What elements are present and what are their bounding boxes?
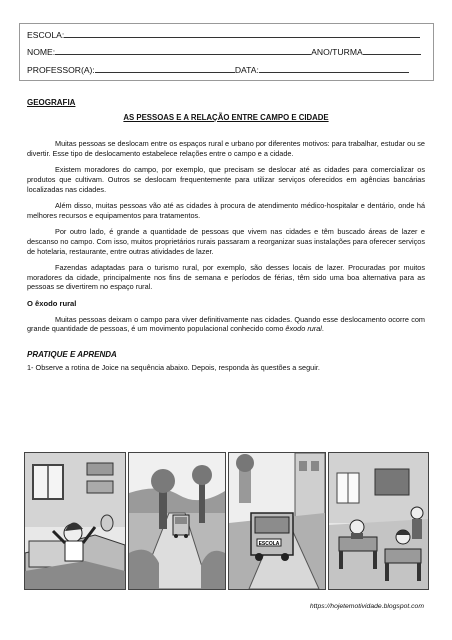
header-box <box>19 23 434 81</box>
nome-line <box>27 46 421 57</box>
escola-line <box>27 29 420 40</box>
classroom-illustration <box>328 452 429 590</box>
paragraph-4: Por outro lado, é grande a quantidade de pessoas que vivem nas cidades e têm buscado áreas de lazer e descanso no campo. Com isso, muitos proprietários rurais passaram a reorganizar suas instalações para oferecer serviços de hotelaria, restaurante, entre outras atividades de lazer. <box>27 227 425 256</box>
escola-field[interactable] <box>64 29 420 38</box>
escola-label: ESCOLA: <box>27 30 65 40</box>
practice-title: PRATIQUE E APRENDA <box>27 349 117 359</box>
paragraph-5: Fazendas adaptadas para o turismo rural, por exemplo, são desses locais de lazer. Procuradas por muitos moradores da cidade, principalmente nos fins de semana e períodos de férias, têm sido uma boa alternativa para as pessoas se divertirem no espaço rural. <box>27 263 425 292</box>
bus-drawing <box>229 453 325 589</box>
main-content <box>27 98 425 373</box>
paragraph-1: Muitas pessoas se deslocam entre os espaços rural e urbano por diferentes motivos: para trabalhar, estudar ou se divertir. Esse tipo de deslocamento estabelece relações entre o campo e a cidade. <box>27 139 425 158</box>
professor-field[interactable] <box>95 64 235 73</box>
classroom-drawing <box>329 453 428 589</box>
section-title: O êxodo rural <box>27 298 77 308</box>
road-drawing <box>129 453 225 589</box>
road-illustration <box>128 452 226 590</box>
nome-field[interactable] <box>55 46 311 55</box>
exodo-end: . <box>321 324 324 334</box>
subject-label: GEOGRAFIA <box>27 98 76 107</box>
professor-line <box>27 64 409 75</box>
ano-field[interactable] <box>363 46 421 55</box>
paragraph-2: Existem moradores do campo, por exemplo, que precisam se deslocar até as cidades para comercializar os produtos que cultivam. Outros se deslocam frequentemente para utilizar serviços oferecidos em agências bancárias localizadas nas cidades. <box>27 165 425 194</box>
paragraph-3: Além disso, muitas pessoas vão até as cidades à procura de atendimento médico-hospitalar e dentário, onde há melhores recursos e equipamentos para tratamentos. <box>27 201 425 220</box>
professor-label: PROFESSOR(A): <box>27 65 95 75</box>
ano-label: ANO/TURMA <box>311 47 363 57</box>
page-title: AS PESSOAS E A RELAÇÃO ENTRE CAMPO E CIDADE <box>123 112 329 122</box>
bus-sign: ESCOLA <box>258 541 280 547</box>
bus-illustration <box>228 452 326 590</box>
paragraph-exodo <box>27 315 425 334</box>
exodo-text: Muitas pessoas deixam o campo para viver definitivamente nas cidades. Quando esse deslocamento ocorre com grande quantidade de pessoas, é um movimento populacional conhecido como <box>27 314 425 334</box>
illustration-strip <box>24 452 428 592</box>
nome-label: NOME: <box>27 47 56 57</box>
question-1: 1- Observe a rotina de Joice na sequência abaixo. Depois, responda às questões a seguir. <box>27 363 320 373</box>
exodo-term: êxodo rural <box>285 324 322 334</box>
data-label: DATA: <box>234 65 259 75</box>
bedroom-drawing <box>25 453 125 589</box>
bedroom-illustration <box>24 452 126 590</box>
data-field[interactable] <box>259 64 409 73</box>
footer-url[interactable]: https://hojetemotividade.blogspot.com <box>309 603 424 610</box>
